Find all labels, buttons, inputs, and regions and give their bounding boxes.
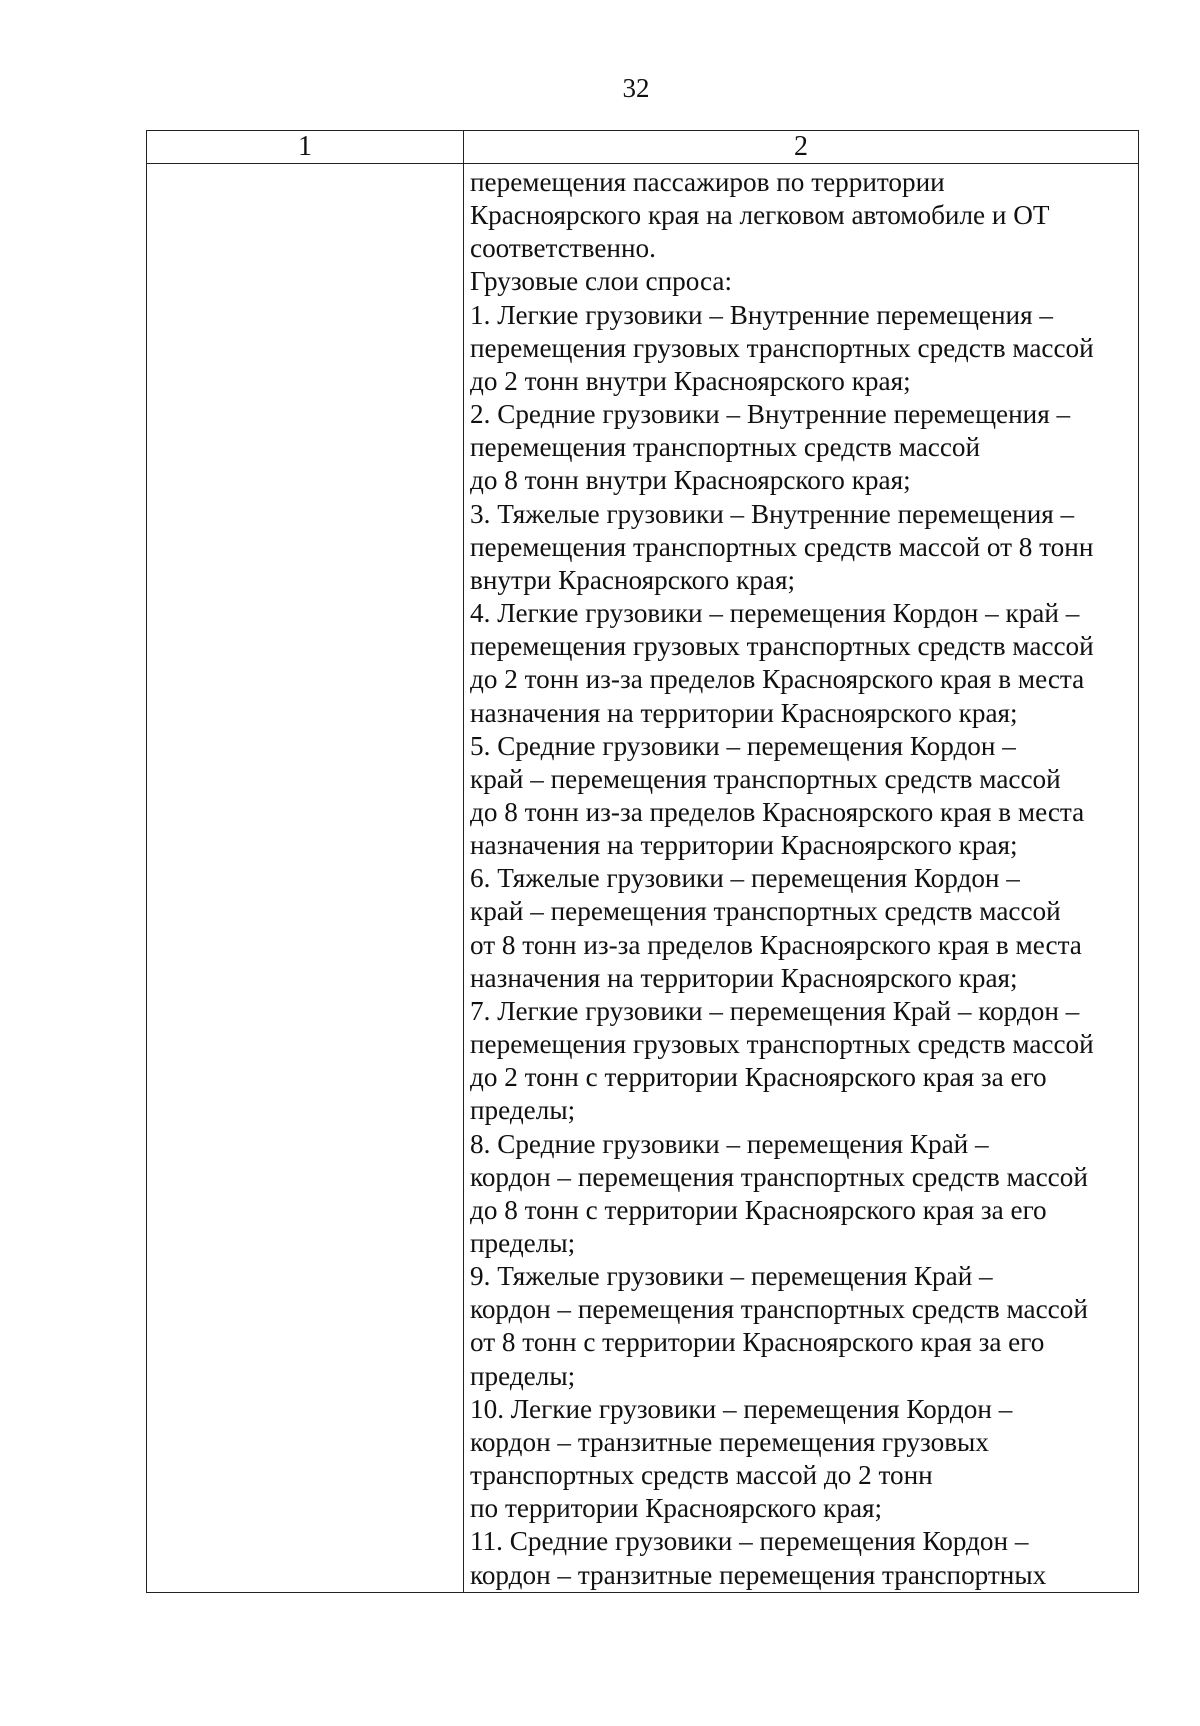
text-line: 6. Тяжелые грузовики – перемещения Кордон – xyxy=(470,863,1020,894)
text-line: 7. Легкие грузовики – перемещения Край – кордон – xyxy=(470,995,1080,1026)
text-line: по территории Красноярского края; xyxy=(470,1493,883,1524)
text-line: 1. Легкие грузовики – Внутренние перемещения – xyxy=(470,299,1053,330)
text-line: до 2 тонн с территории Красноярского края за его xyxy=(470,1062,1047,1093)
text-line: перемещения грузовых транспортных средств массой xyxy=(470,332,1094,363)
text-line: 9. Тяжелые грузовики – перемещения Край – xyxy=(470,1261,993,1292)
text-line: соответственно. xyxy=(470,233,656,264)
text-line: до 8 тонн с территории Красноярского края за его xyxy=(470,1194,1047,1225)
text-line: край – перемещения транспортных средств массой xyxy=(470,896,1061,927)
text-line: 2. Средние грузовики – Внутренние перемещения – xyxy=(470,399,1071,430)
text-line: 10. Легкие грузовики – перемещения Кордон – xyxy=(470,1393,1013,1424)
text-line: до 2 тонн из-за пределов Красноярского края в места xyxy=(470,664,1085,695)
text-line: Красноярского края на легковом автомобиле и ОТ xyxy=(470,200,1050,231)
text-line: назначения на территории Красноярского края; xyxy=(470,697,1018,728)
table-row xyxy=(147,164,1139,1593)
text-line: кордон – транзитные перемещения грузовых xyxy=(470,1426,989,1457)
text-line: 11. Средние грузовики – перемещения Кордон – xyxy=(470,1526,1029,1557)
text-line: транспортных средств массой до 2 тонн xyxy=(470,1460,933,1491)
text-line: внутри Красноярского края; xyxy=(470,564,796,595)
table-header-row xyxy=(147,131,1139,164)
text-line: 5. Средние грузовики – перемещения Кордон – xyxy=(470,730,1016,761)
text-line: пределы; xyxy=(470,1228,576,1258)
text-line: от 8 тонн из-за пределов Красноярского края в места xyxy=(470,929,1082,960)
text-line: кордон – транзитные перемещения транспортных xyxy=(470,1559,1047,1590)
column-1-header: 1 xyxy=(147,131,464,164)
text-line: край – перемещения транспортных средств массой xyxy=(470,763,1061,794)
text-line: кордон – перемещения транспортных средств массой xyxy=(470,1161,1088,1192)
text-line: Грузовые слои спроса: xyxy=(470,266,733,297)
column-2-text xyxy=(470,166,1138,1592)
text-line: пределы; xyxy=(470,1095,576,1126)
text-line: до 2 тонн внутри Красноярского края; xyxy=(470,365,911,396)
text-line: назначения на территории Красноярского края; xyxy=(470,962,1018,993)
text-line: до 8 тонн из-за пределов Красноярского края в места xyxy=(470,796,1085,827)
text-line: перемещения пассажиров по территории xyxy=(470,167,945,197)
text-line: от 8 тонн с территории Красноярского края за его xyxy=(470,1327,1045,1358)
page-number: 32 xyxy=(622,73,650,103)
column-1-cell xyxy=(147,164,464,1593)
text-line: 8. Средние грузовики – перемещения Край – xyxy=(470,1128,989,1159)
text-line: перемещения грузовых транспортных средств массой xyxy=(470,1029,1094,1060)
text-line: перемещения грузовых транспортных средств массой xyxy=(470,631,1094,662)
column-2-header: 2 xyxy=(464,131,1139,164)
text-line: 4. Легкие грузовики – перемещения Кордон – край – xyxy=(470,598,1080,629)
document-table xyxy=(146,130,1139,1593)
text-line: 3. Тяжелые грузовики – Внутренние перемещения – xyxy=(470,498,1075,529)
text-line: перемещения транспортных средств массой от 8 тонн xyxy=(470,531,1094,562)
text-line: назначения на территории Красноярского края; xyxy=(470,830,1018,861)
column-2-cell xyxy=(464,164,1139,1593)
text-line: пределы; xyxy=(470,1360,576,1391)
text-line: до 8 тонн внутри Красноярского края; xyxy=(470,465,911,496)
text-line: перемещения транспортных средств массой xyxy=(470,432,981,463)
text-line: кордон – перемещения транспортных средств массой xyxy=(470,1294,1088,1325)
